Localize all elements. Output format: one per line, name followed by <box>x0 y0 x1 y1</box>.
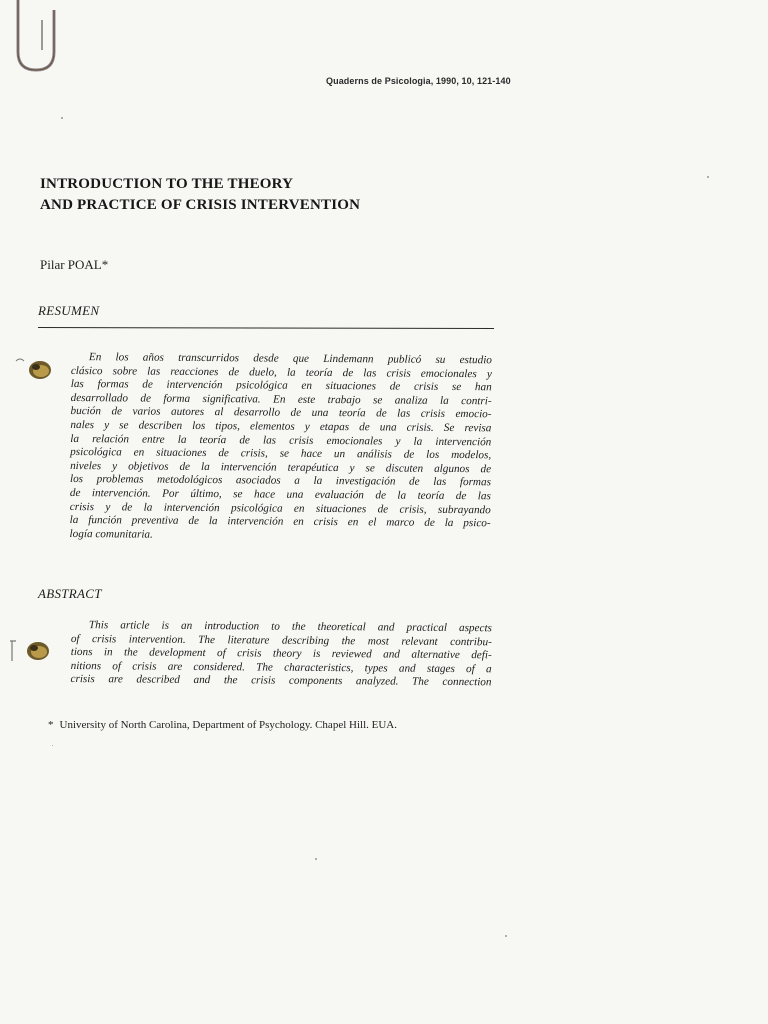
punch-hole-icon <box>14 355 62 383</box>
abstract-line: nitions of crisis are considered. The characteristics, types and stages of a <box>70 659 492 676</box>
resumen-line: niveles y objetivos de la intervención terapéutica y se discuten algunos de <box>70 459 492 476</box>
resumen-line: bución de varios autores al desarrollo de una teoría de las crisis emocio- <box>70 405 492 421</box>
article-title-line: INTRODUCTION TO THE THEORY <box>40 176 294 192</box>
author-name: Pilar POAL* <box>40 257 109 272</box>
resumen-line: En los años transcurridos desde que Lindemann publicó su estudio <box>88 351 492 367</box>
footnote-text: University of North Carolina, Department of Psychology. Chapel Hill. EUA. <box>59 719 397 731</box>
article-title-line: AND PRACTICE OF CRISIS INTERVENTION <box>40 197 361 213</box>
resumen-line: crisis y de la intervención psicológica en situaciones de crisis, subrayando <box>69 500 491 516</box>
footnote-marker: * <box>48 719 54 731</box>
resumen-line: los problemas metodológicos asociados a la investigación de las formas <box>69 473 492 489</box>
punch-hole-icon <box>8 637 56 665</box>
scan-speck <box>315 858 317 860</box>
journal-reference: Quaderns de Psicologia, 1990, 10, 121-140 <box>326 76 511 86</box>
abstract-line: tions in the development of crisis theory is reviewed and alternative defi- <box>70 646 492 662</box>
abstract-line: This article is an introduction to the theoretical and practical aspects <box>88 619 492 635</box>
resumen-heading: RESUMEN <box>38 303 100 318</box>
scan-speck <box>505 935 507 937</box>
resumen-line: de intervención. Por último, se hace una evaluación de la teoría de las <box>69 486 491 503</box>
author-affiliation-footnote <box>48 719 397 731</box>
section-divider <box>38 327 494 329</box>
resumen-paragraph <box>70 351 492 545</box>
abstract-heading: ABSTRACT <box>38 586 102 601</box>
resumen-line: las formas de intervención psicológica en situaciones de crisis se han <box>70 378 492 394</box>
resumen-line: nales y se describen los tipos, elementos y etapas de una crisis. Se revisa <box>70 418 492 435</box>
scan-speck <box>52 745 53 746</box>
abstract-line: crisis are described and the crisis components analyzed. The connection <box>70 673 492 689</box>
resumen-line: psicológica en situaciones de crisis, se hace un análisis de los modelos, <box>70 446 492 462</box>
article-title <box>40 174 360 216</box>
resumen-line: logía comunitaria. <box>69 527 153 541</box>
abstract-line: of crisis intervention. The literature describing the most relevant contribu- <box>70 632 492 648</box>
scan-speck <box>707 176 709 178</box>
resumen-line: desarrollado de forma significativa. En este trabajo se analiza la contri- <box>70 391 492 408</box>
resumen-line: la función preventiva de la intervención en crisis en el marco de la psico- <box>69 514 491 530</box>
paper-clip-icon <box>12 0 62 78</box>
resumen-line: la relación entre la teoría de las crisis emocionales y la intervención <box>70 432 492 448</box>
scan-speck <box>61 117 63 119</box>
abstract-paragraph <box>70 619 492 690</box>
resumen-line: clásico sobre las reacciones de duelo, la teoría de las crisis emocionales y <box>70 364 492 380</box>
